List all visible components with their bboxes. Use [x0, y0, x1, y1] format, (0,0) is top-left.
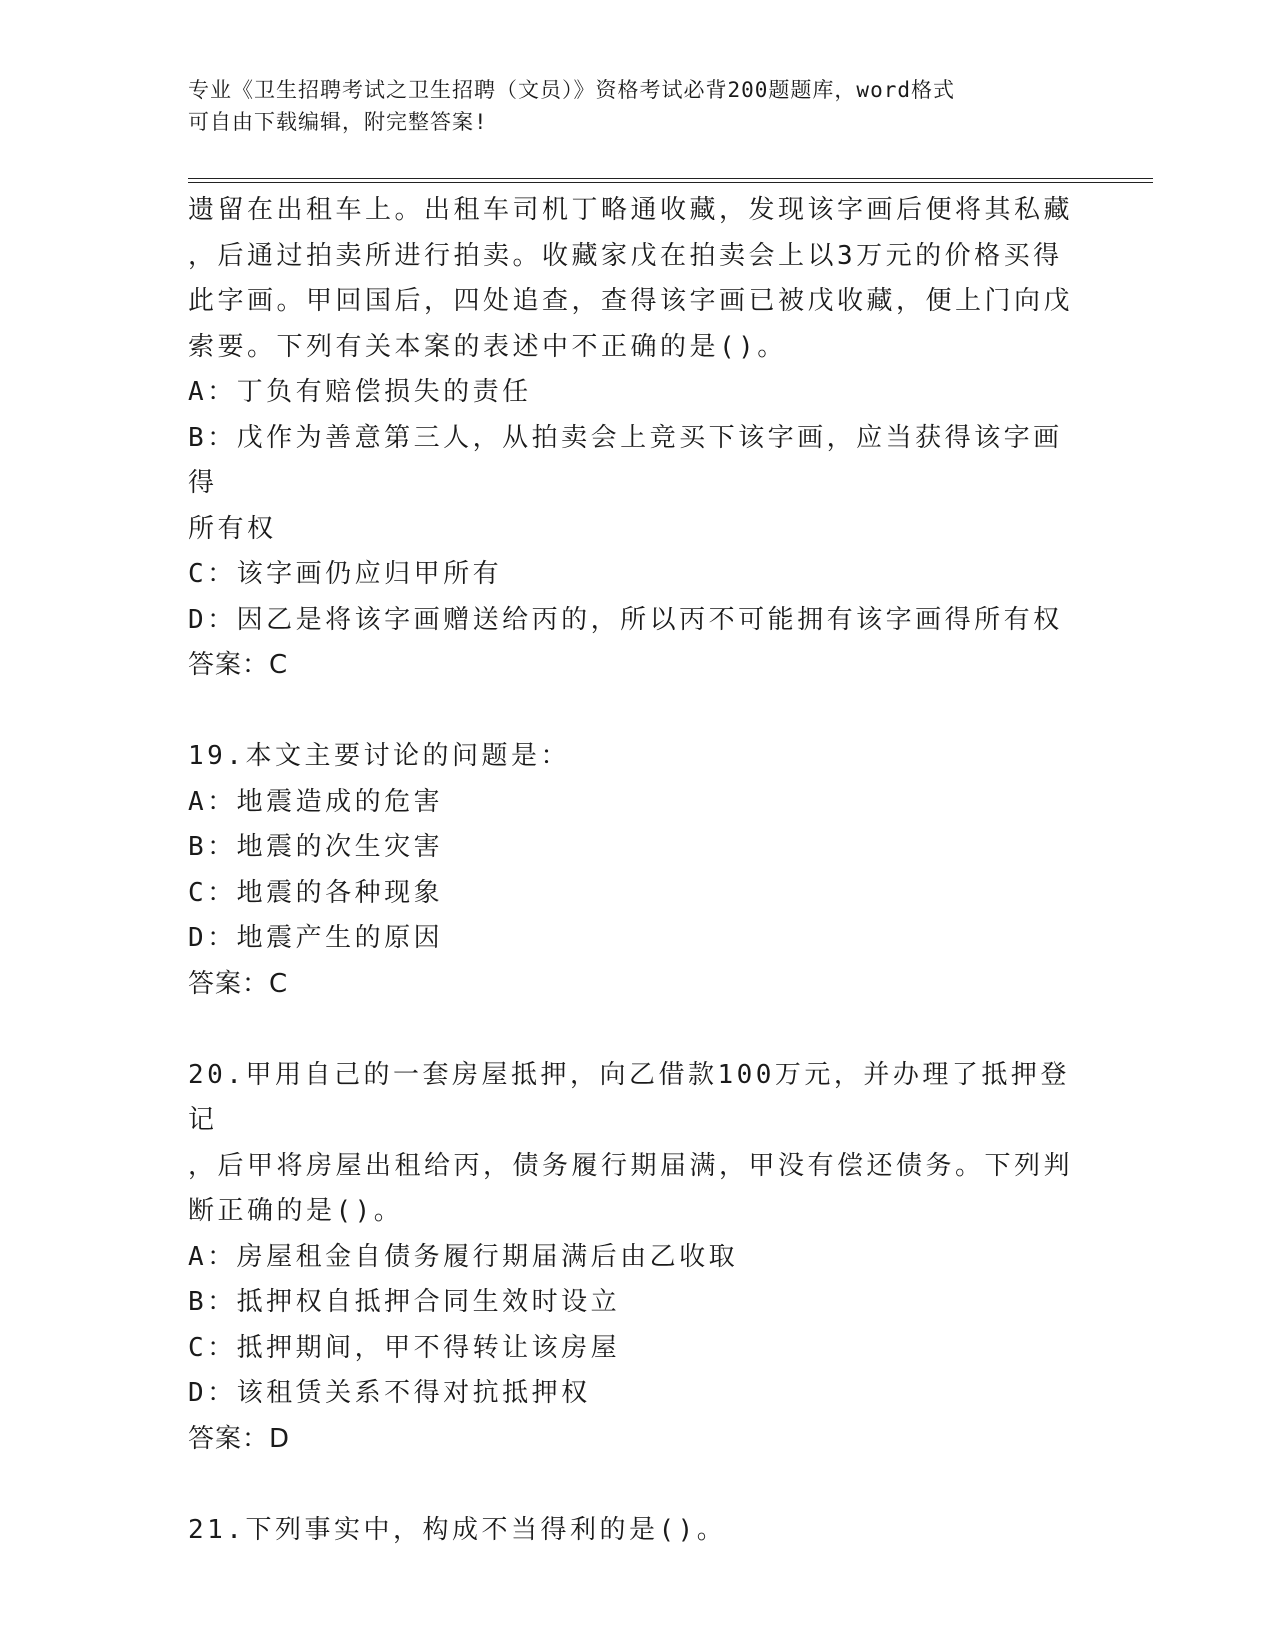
question-18-text-line-2: ，后通过拍卖所进行拍卖。收藏家戊在拍卖会上以3万元的价格买得: [188, 240, 1063, 271]
question-20-block: [188, 1053, 1083, 1463]
question-18-option-b-line-2: 所有权: [188, 513, 277, 544]
question-19-text: 19.本文主要讨论的问题是：: [188, 741, 570, 771]
question-18-block: [188, 188, 1083, 689]
spacer: [188, 1007, 1083, 1053]
header-divider-top: [188, 178, 1153, 179]
question-19-option-c: C：地震的各种现象: [188, 877, 444, 908]
header-title-line-1: 专业《卫生招聘考试之卫生招聘（文员）》资格考试必背200题题库，word格式: [188, 78, 955, 102]
question-19-answer: 答案：C: [188, 968, 289, 999]
question-18-answer: 答案：C: [188, 650, 289, 680]
question-20-text-line-3: 断正确的是()。: [188, 1196, 404, 1226]
header-divider-bottom: [188, 182, 1153, 183]
question-18-option-d: D：因乙是将该字画赠送给丙的，所以丙不可能拥有该字画得所有权: [188, 604, 1063, 635]
question-20-option-a: A：房屋租金自债务履行期届满后由乙收取: [188, 1241, 739, 1272]
question-20-answer: 答案：D: [188, 1423, 291, 1454]
question-19-block: [188, 734, 1083, 1007]
question-18-text-line-4: 索要。下列有关本案的表述中不正确的是()。: [188, 331, 787, 362]
question-21-text: 21.下列事实中，构成不当得利的是()。: [188, 1514, 727, 1545]
question-20-text-line-1: 20.甲用自己的一套房屋抵押，向乙借款100万元，并办理了抵押登记: [188, 1059, 1070, 1135]
question-20-option-c: C：抵押期间，甲不得转让该房屋: [188, 1332, 621, 1363]
question-18-option-b-line-1: B：戊作为善意第三人，从拍卖会上竞买下该字画，应当获得该字画得: [188, 422, 1063, 498]
spacer: [188, 1462, 1083, 1508]
document-body: [188, 188, 1083, 1553]
question-19-option-a: A：地震造成的危害: [188, 786, 444, 817]
question-19-option-d: D：地震产生的原因: [188, 923, 444, 953]
question-18-text-line-3: 此字画。甲回国后，四处追查，查得该字画已被戊收藏，便上门向戊: [188, 286, 1074, 316]
question-21-block: [188, 1508, 1083, 1554]
question-18-text-line-1: 遗留在出租车上。出租车司机丁略通收藏，发现该字画后便将其私藏: [188, 195, 1074, 225]
question-18-option-a: A：丁负有赔偿损失的责任: [188, 377, 532, 407]
spacer: [188, 689, 1083, 735]
question-20-option-b: B：抵押权自抵押合同生效时设立: [188, 1287, 621, 1317]
question-20-text-line-2: ，后甲将房屋出租给丙，债务履行期届满，甲没有偿还债务。下列判: [188, 1150, 1074, 1181]
question-19-option-b: B：地震的次生灾害: [188, 832, 444, 862]
document-header: [188, 74, 1068, 138]
header-title-line-2: 可自由下载编辑，附完整答案!: [188, 110, 488, 134]
question-18-option-c: C：该字画仍应归甲所有: [188, 559, 503, 589]
question-20-option-d: D：该租赁关系不得对抗抵押权: [188, 1378, 591, 1408]
